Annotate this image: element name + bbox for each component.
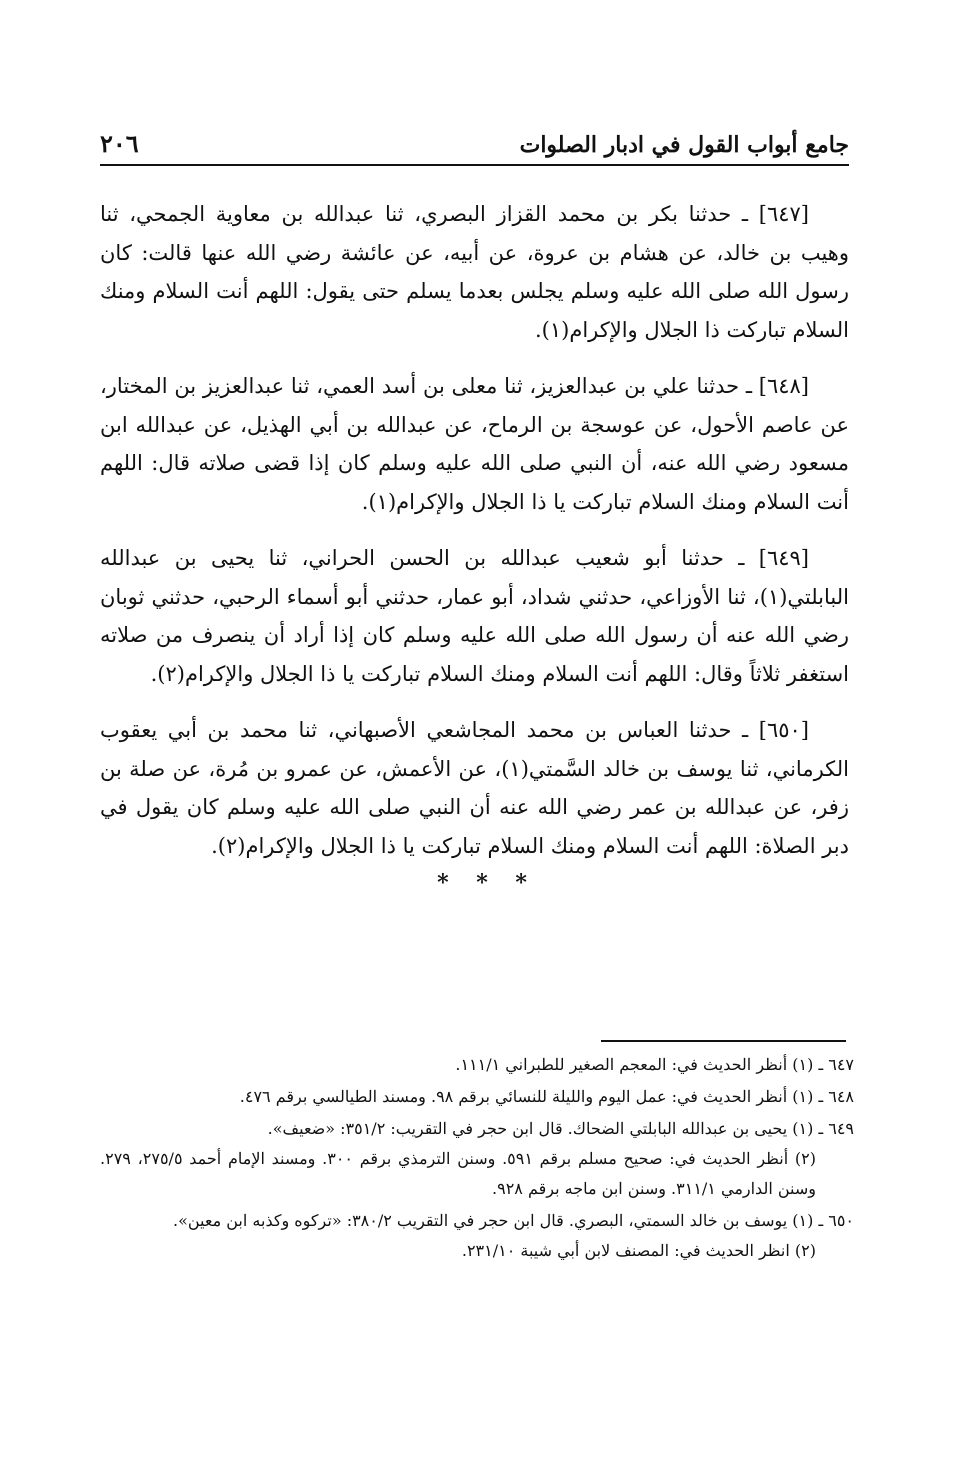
- footnote-group-647: [100, 1050, 854, 1080]
- main-text: [100, 195, 849, 883]
- footnote-group-648: [100, 1082, 854, 1112]
- hadith-648: [٦٤٨] ـ حدثنا علي بن عبدالعزيز، ثنا معلى بن أسد العمي، ثنا عبدالعزيز بن المختار، عن عاصم الأحول، عن عوسجة بن الرماح، عن عبدالله بن أبي الهذيل، عن عبدالله ابن مسعود رضي الله عنه، أن النبي صلى الله عليه وسلم كان إذا قضى صلاته قال: اللهم أنت السلام ومنك السلام تباركت يا ذا الجلال والإكرام(١).: [100, 374, 849, 514]
- footnote-649-2: (٢) أنظر الحديث في: صحيح مسلم برقم ٥٩١. وسنن الترمذي برقم ٣٠٠. ومسند الإمام أحمد ٢٧٥/٥، ٢٧٩. وسنن الدارمي ٣١١/١. وسنن ابن ماجه برقم ٩٢٨.: [100, 1149, 816, 1198]
- hadith-650: [٦٥٠] ـ حدثنا العباس بن محمد المجاشعي الأصبهاني، ثنا محمد بن أبي يعقوب الكرماني، ثنا يوسف بن خالد السَّمتي(١)، عن الأعمش، عن عمرو بن مُرة، عن صلة بن زفر، عن عبدالله بن عمر رضي الله عنه أن النبي صلى الله عليه وسلم كان يقول في دبر الصلاة: اللهم أنت السلام ومنك السلام تباركت يا ذا الجلال والإكرام(٢).: [100, 718, 849, 858]
- footnote-650-1: ٦٥٠ ـ (١) يوسف بن خالد السمتي، البصري. قال ابن حجر في التقريب ٣٨٠/٢: «تركوه وكذبه ابن معين».: [172, 1211, 854, 1230]
- footnote-649-1: ٦٤٩ ـ (١) يحيى بن عبدالله البابلتي الضحاك. قال ابن حجر في التقريب: ٣٥١/٢: «ضعيف».: [267, 1119, 854, 1138]
- footnote-647-1: ٦٤٧ ـ (١) أنظر الحديث في: المعجم الصغير للطبراني ١١١/١.: [455, 1055, 854, 1074]
- hadith-649: [٦٤٩] ـ حدثنا أبو شعيب عبدالله بن الحسن الحراني، ثنا يحيى بن عبدالله البابلتي(١)، ثنا الأوزاعي، حدثني شداد، أبو عمار، حدثني أبو أسماء الرحبي، حدثني ثوبان رضي الله عنه أن رسول الله صلى الله عليه وسلم كان إذا أراد أن ينصرف من صلاته استغفر ثلاثاً وقال: اللهم أنت السلام ومنك السلام تباركت يا ذا الجلال والإكرام(٢).: [100, 546, 849, 686]
- footnote-group-649: [100, 1114, 854, 1204]
- running-header: [100, 118, 849, 166]
- page-number: ٢٠٦: [100, 129, 139, 158]
- header-title: جامع أبواب القول في ادبار الصلوات: [519, 132, 849, 158]
- section-separator: * * *: [437, 870, 537, 896]
- footnote-650-2: (٢) انظر الحديث في: المصنف لابن أبي شيبة ٢٣١/١٠.: [461, 1241, 816, 1260]
- footnote-group-650: [100, 1206, 854, 1266]
- hadith-647: [٦٤٧] ـ حدثنا بكر بن محمد القزاز البصري، ثنا عبدالله بن معاوية الجمحي، ثنا وهيب بن خالد، عن هشام بن عروة، عن أبيه، عن عائشة رضي الله عنها قالت: كان رسول الله صلى الله عليه وسلم يجلس بعدما يسلم حتى يقول: اللهم أنت السلام ومنك السلام تباركت ذا الجلال والإكرام(١).: [100, 202, 849, 342]
- footnote-divider: [601, 1040, 846, 1042]
- footnote-648-1: ٦٤٨ ـ (١) أنظر الحديث في: عمل اليوم والليلة للنسائي برقم ٩٨. ومسند الطيالسي برقم ٤٧٦.: [239, 1087, 854, 1106]
- footnotes: [100, 1050, 854, 1268]
